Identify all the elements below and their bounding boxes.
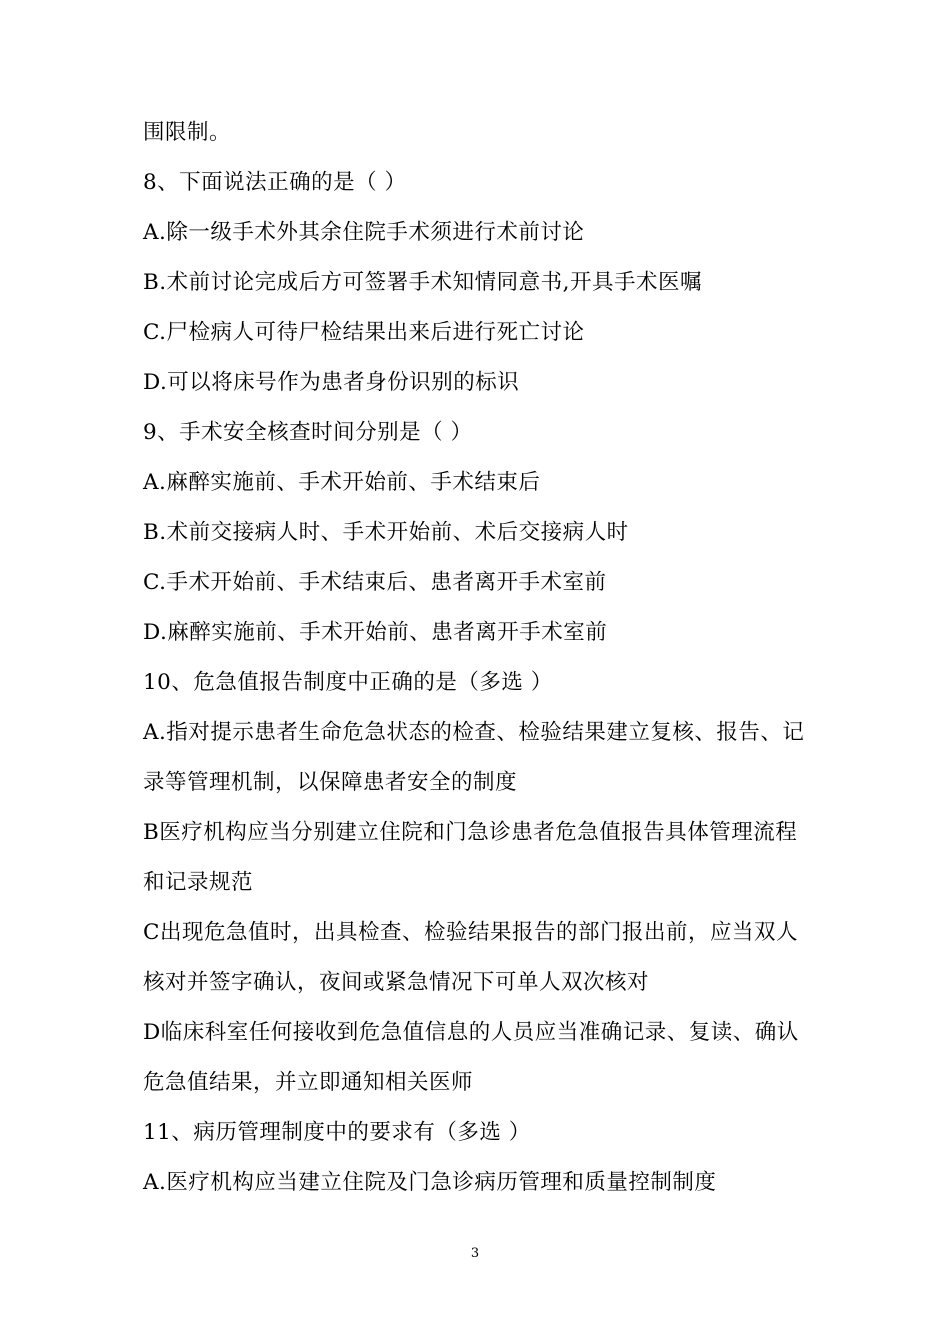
question-9-option-b: B.术前交接病人时、手术开始前、术后交接病人时 (143, 520, 629, 545)
question-10-option-b-cont: 和记录规范 (143, 870, 254, 895)
question-10: 10、危急值报告制度中正确的是（多选 ） (143, 670, 553, 695)
question-10-option-a-cont: 录等管理机制，以保障患者安全的制度 (143, 770, 518, 795)
question-11-option-a: A.医疗机构应当建立住院及门急诊病历管理和质量控制制度 (143, 1170, 717, 1195)
question-9: 9、手术安全核查时间分别是（ ） (143, 420, 473, 445)
text-line: 围限制。 (143, 120, 232, 145)
question-10-option-c-cont: 核对并签字确认，夜间或紧急情况下可单人双次核对 (143, 970, 650, 995)
question-10-option-d-cont: 危急值结果，并立即通知相关医师 (143, 1070, 474, 1095)
question-8-option-a: A.除一级手术外其余住院手术须进行术前讨论 (143, 220, 585, 245)
page-number: 3 (470, 1246, 480, 1261)
question-11: 11、病历管理制度中的要求有（多选 ） (143, 1120, 531, 1145)
question-9-option-d: D.麻醉实施前、手术开始前、患者离开手术室前 (143, 620, 608, 645)
question-9-option-a: A.麻醉实施前、手术开始前、手术结束后 (143, 470, 541, 495)
question-10-option-d: D临床科室任何接收到危急值信息的人员应当准确记录、复读、确认 (143, 1020, 799, 1045)
question-8-option-b: B.术前讨论完成后方可签署手术知情同意书,开具手术医嘱 (143, 270, 702, 295)
question-9-option-c: C.手术开始前、手术结束后、患者离开手术室前 (143, 570, 607, 595)
question-8: 8、下面说法正确的是（ ） (143, 170, 407, 195)
question-10-option-a: A.指对提示患者生命危急状态的检查、检验结果建立复核、报告、记 (143, 720, 805, 745)
question-8-option-c: C.尸检病人可待尸检结果出来后进行死亡讨论 (143, 320, 585, 345)
question-10-option-c: C出现危急值时，出具检查、检验结果报告的部门报出前，应当双人 (143, 920, 798, 945)
question-10-option-b: B医疗机构应当分别建立住院和门急诊患者危急值报告具体管理流程 (143, 820, 798, 845)
question-8-option-d: D.可以将床号作为患者身份识别的标识 (143, 370, 520, 395)
